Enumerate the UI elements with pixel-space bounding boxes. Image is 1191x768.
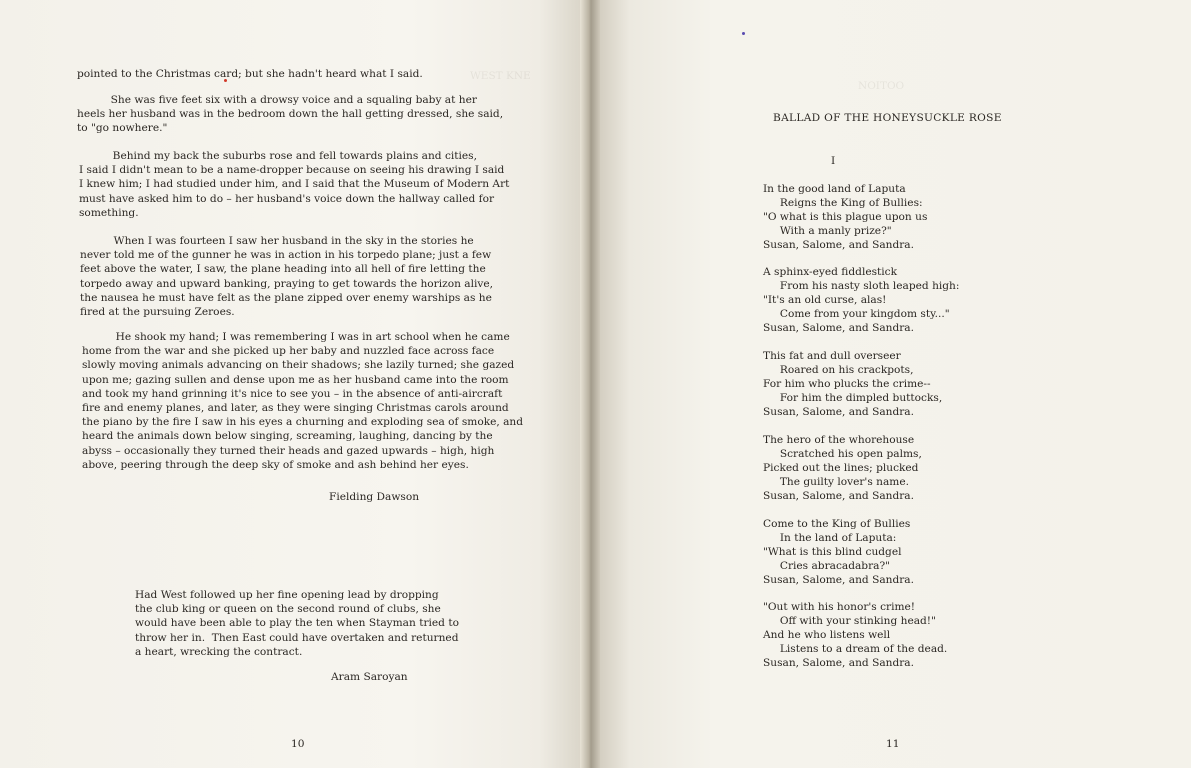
paragraph-1: pointed to the Christmas card; but she hadn't heard what I said. bbox=[77, 68, 423, 80]
section-numeral: I bbox=[831, 155, 836, 167]
stanza-5: Come to the King of Bullies In the land of Laputa: "What is this blind cudgel Cries abracadabra?" Susan, Salome, and Sandra. bbox=[763, 518, 914, 586]
paragraph-4: When I was fourteen I saw her husband in the sky in the stories he never told me of the gunner he was in action in his torpedo plane; just a few feet above the water, I saw, the plane heading into all hell of fire letting the torpedo away and upward banking, praying to get towards the horizon alive, the nausea he must have felt as the plane zipped over enemy warships as he fired at the pursuing Zeroes. bbox=[80, 235, 493, 319]
paragraph-2: She was five feet six with a drowsy voice and a squaling baby at her heels her husband was in the bedroom down the hall getting dressed, she said, to "go nowhere." bbox=[77, 94, 504, 135]
stanza-3: This fat and dull overseer Roared on his crackpots, For him who plucks the crime-- For him the dimpled buttocks, Susan, Salome, and Sandra. bbox=[763, 350, 943, 418]
poem-title: BALLAD OF THE HONEYSUCKLE ROSE bbox=[773, 112, 1002, 124]
bleed-through: WEST KNE bbox=[470, 70, 531, 82]
page-number-right: 11 bbox=[886, 738, 900, 750]
paragraph-3: Behind my back the suburbs rose and fell towards plains and cities, I said I didn't mean to be a name-dropper because on seeing his drawing I said I knew him; I had studied under him, and I said that the Museum of Modern Art must have asked him to do – her husband's voice down the hallway called for something. bbox=[79, 150, 510, 219]
stanza-1: In the good land of Laputa Reigns the King of Bullies: "O what is this plague upon us With a manly prize?" Susan, Salome, and Sandra. bbox=[763, 183, 928, 251]
book-gutter bbox=[580, 0, 600, 768]
stanza-4: The hero of the whorehouse Scratched his open palms, Picked out the lines; plucked The guilty lover's name. Susan, Salome, and Sandra. bbox=[763, 434, 922, 502]
bleed-through: NOITOO bbox=[858, 80, 905, 92]
author-aram-saroyan: Aram Saroyan bbox=[331, 671, 408, 683]
stanza-2: A sphinx-eyed fiddlestick From his nasty sloth leaped high: "It's an old curse, alas! Come from your kingdom sty..." Susan, Salome, and Sandra. bbox=[763, 266, 960, 334]
page-number-left: 10 bbox=[291, 738, 305, 750]
paragraph-5: He shook my hand; I was remembering I was in art school when he came home from the war and she picked up her baby and nuzzled face across face slowly moving animals advancing on their shadows; she lazily turned; she gazed upon me; gazing sullen and dense upon me as her husband came into the room and took my hand grinning it's nice to see you – in the absence of anti-aircraft fire and enemy planes, and later, as they were singing Christmas carols around the piano by the fire I saw in his eyes a churning and exploding sea of smoke, and heard the animals down below singing, screaming, laughing, dancing by the abyss – occasionally they turned their heads and gazed upwards – high, high above, peering through the deep sky of smoke and ash behind her eyes. bbox=[82, 331, 524, 471]
author-fielding-dawson: Fielding Dawson bbox=[329, 491, 420, 503]
stanza-6: "Out with his honor's crime! Off with your stinking head!" And he who listens well Listens to a dream of the dead. Susan, Salome, and Sandra. bbox=[763, 601, 948, 669]
ink-speck bbox=[742, 32, 745, 35]
bridge-poem: Had West followed up her fine opening lead by dropping the club king or queen on the second round of clubs, she would have been able to play the ten when Stayman tried to throw her in. Then East could have overtaken and returned a heart, wrecking the contract. bbox=[135, 589, 459, 658]
